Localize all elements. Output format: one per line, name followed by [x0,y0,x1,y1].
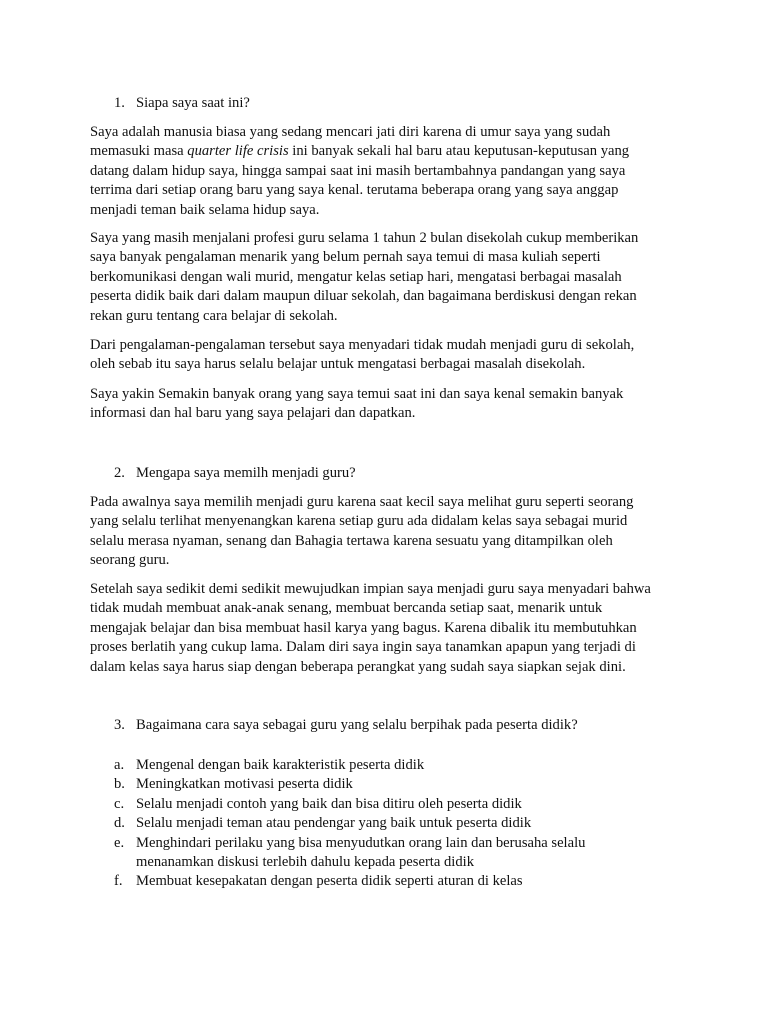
italic-term: quarter life crisis [187,143,289,160]
paragraph-line: peserta didik baik dari dalam maupun diluar sekolah, dan bagaimana berdiskusi dengan rekan [90,288,637,305]
paragraph-line: Saya yang masih menjalani profesi guru selama 1 tahun 2 bulan disekolah cukup memberikan [90,230,639,246]
list-item-text: Selalu menjadi teman atau pendengar yang baik untuk peserta didik [136,815,532,832]
question-text: Bagaimana cara saya sebagai guru yang selalu berpihak pada peserta didik? [136,717,578,733]
paragraph-line: Pada awalnya saya memilih menjadi guru karena saat kecil saya melihat guru seperti seorang [90,494,634,510]
list-item-text: menanamkan diskusi terlebih dahulu kepada peserta didik [136,854,474,871]
paragraph-line: Dari pengalaman-pengalaman tersebut saya menyadari tidak mudah menjadi guru di sekolah, [90,337,635,353]
paragraph-line: Saya adalah manusia biasa yang sedang mencari jati diri karena di umur saya yang sudah [90,124,611,140]
paragraph-line [90,142,680,161]
list-marker: d. [114,815,125,832]
paragraph [90,493,680,571]
paragraph-line: dalam kelas saya harus siap dengan beberapa perangkat yang sudah saya siapkan sejak dini. [90,658,626,675]
paragraph-line: oleh sebab itu saya harus selalu belajar untuk mengatasi berbagai masalah disekolah. [90,356,586,373]
paragraph [90,123,680,220]
question-number: 1. [114,95,125,111]
list-item [90,834,690,873]
paragraph-line: Saya yakin Semakin banyak orang yang saya temui saat ini dan saya kenal semakin banyak [90,386,624,402]
list-marker: b. [114,776,125,793]
list-item [90,814,690,833]
list-marker: e. [114,834,125,851]
paragraph [90,385,680,424]
paragraph-line: terrima dari setiap orang baru yang saya kenal. terutama beberapa orang yang saya anggap [90,182,619,199]
paragraph [90,336,680,375]
question-number: 2. [114,465,125,481]
list-item-text: Menghindari perilaku yang bisa menyudutkan orang lain dan berusaha selalu [136,834,586,851]
list-item-text: Meningkatkan motivasi peserta didik [136,776,353,793]
paragraph-line: saya banyak pengalaman menarik yang belum pernah saya temui di masa kuliah seperti [90,249,601,266]
list-item [90,775,690,794]
paragraph-line: tidak mudah membuat anak-anak senang, membuat bercanda setiap saat, menarik untuk [90,600,603,617]
list-item-text: Membuat kesepakatan dengan peserta didik seperti aturan di kelas [136,873,523,890]
list-item-text: Mengenal dengan baik karakteristik peserta didik [136,757,425,773]
list-marker: c. [114,795,125,812]
paragraph [90,580,680,677]
list-marker: a. [114,757,125,773]
question-text: Siapa saya saat ini? [136,95,250,111]
paragraph-line: seorang guru. [90,552,170,569]
paragraph-line: yang selalu terlihat menyenangkan karena setiap guru ada didalam kelas saya sebagai murid [90,513,628,530]
paragraph [90,229,680,326]
text-run: memasuki masa [90,143,188,160]
paragraph-line: datang dalam hidup saya, hingga sampai saat ini masih bertambahnya pandangan yang saya [90,162,626,179]
list-item [90,795,690,814]
paragraph-line: selalu merasa nyaman, senang dan Bahagia tertawa karena sesuatu yang ditampilkan oleh [90,532,613,549]
text-run: ini banyak sekali hal baru atau keputusan-keputusan yang [288,143,630,160]
paragraph-line: informasi dan hal baru yang saya pelajari dan dapatkan. [90,405,416,422]
list-marker: f. [114,873,123,890]
paragraph-line: proses berlatih yang cukup lama. Dalam diri saya ingin saya tanamkan apapun yang terjadi di [90,639,636,656]
paragraph-line: berkomunikasi dengan wali murid, mengatur kelas setiap hari, mengatasi berbagai masalah [90,268,622,285]
question-text: Mengapa saya memilh menjadi guru? [136,465,356,481]
paragraph-line: mengajak belajar dan bisa membuat hasil karya yang bagus. Karena dibalik itu membutuhkan [90,619,637,636]
paragraph-line: Setelah saya sedikit demi sedikit mewujudkan impian saya menjadi guru saya menyadari bahwa [90,581,651,597]
paragraph-line: rekan guru tentang cara belajar di sekolah. [90,307,338,324]
paragraph-line: menjadi teman baik selama hidup saya. [90,201,320,218]
list-item-text: Selalu menjadi contoh yang baik dan bisa ditiru oleh peserta didik [136,795,522,812]
list-item [90,872,690,891]
question-number: 3. [114,717,125,733]
list-item [90,756,690,775]
answer-list [90,756,690,892]
